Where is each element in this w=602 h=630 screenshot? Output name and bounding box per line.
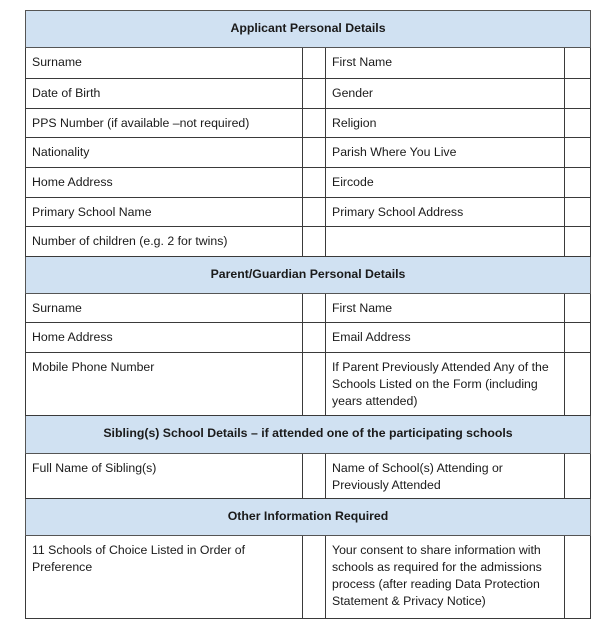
field-label-parent-surname: Surname xyxy=(26,294,303,323)
empty-label-cell xyxy=(326,227,565,257)
input-cell-date-of-birth[interactable] xyxy=(303,79,326,109)
input-cell-eircode[interactable] xyxy=(565,168,591,198)
input-cell-first-name[interactable] xyxy=(565,48,591,79)
field-label-date-of-birth: Date of Birth xyxy=(26,79,303,109)
section-header-other-information xyxy=(26,499,591,536)
field-label-number-of-children: Number of children (e.g. 2 for twins) xyxy=(26,227,303,257)
field-label-sibling-school: Name of School(s) Attending or Previously Attended xyxy=(326,454,565,499)
form-row xyxy=(26,454,591,499)
input-cell-sibling-name[interactable] xyxy=(303,454,326,499)
field-label-parent-first-name: First Name xyxy=(326,294,565,323)
field-label-home-address: Home Address xyxy=(26,168,303,198)
field-label-schools-of-choice: 11 Schools of Choice Listed in Order of Preference xyxy=(26,536,303,619)
form-row xyxy=(26,168,591,198)
section-header-parent-guardian xyxy=(26,257,591,294)
form-row xyxy=(26,79,591,109)
input-cell-pps-number[interactable] xyxy=(303,109,326,138)
input-cell-surname[interactable] xyxy=(303,48,326,79)
form-row xyxy=(26,353,591,416)
section-title: Applicant Personal Details xyxy=(26,11,591,48)
field-label-eircode: Eircode xyxy=(326,168,565,198)
field-label-mobile-phone: Mobile Phone Number xyxy=(26,353,303,416)
input-cell-mobile-phone[interactable] xyxy=(303,353,326,416)
input-cell-parent-previously-attended[interactable] xyxy=(565,353,591,416)
input-cell-number-of-children[interactable] xyxy=(303,227,326,257)
form-row xyxy=(26,198,591,227)
field-label-pps-number: PPS Number (if available –not required) xyxy=(26,109,303,138)
form-row xyxy=(26,109,591,138)
section-title: Parent/Guardian Personal Details xyxy=(26,257,591,294)
input-cell-schools-of-choice[interactable] xyxy=(303,536,326,619)
form-row xyxy=(26,138,591,168)
input-cell-primary-school-address[interactable] xyxy=(565,198,591,227)
application-form-table xyxy=(25,10,591,619)
input-cell-sibling-school[interactable] xyxy=(565,454,591,499)
input-cell-nationality[interactable] xyxy=(303,138,326,168)
field-label-nationality: Nationality xyxy=(26,138,303,168)
field-label-parent-previously-attended: If Parent Previously Attended Any of the Schools Listed on the Form (including years attended) xyxy=(326,353,565,416)
field-label-email-address: Email Address xyxy=(326,323,565,353)
field-label-parent-home-address: Home Address xyxy=(26,323,303,353)
form-row xyxy=(26,536,591,619)
field-label-first-name: First Name xyxy=(326,48,565,79)
input-cell-primary-school-name[interactable] xyxy=(303,198,326,227)
form-row xyxy=(26,323,591,353)
field-label-gender: Gender xyxy=(326,79,565,109)
field-label-religion: Religion xyxy=(326,109,565,138)
field-label-surname: Surname xyxy=(26,48,303,79)
input-cell-parent-home-address[interactable] xyxy=(303,323,326,353)
empty-input-cell[interactable] xyxy=(565,227,591,257)
field-label-consent: Your consent to share information with schools as required for the admissions process (after reading Data Protection Statement & Privacy Notice) xyxy=(326,536,565,619)
input-cell-parent-first-name[interactable] xyxy=(565,294,591,323)
input-cell-home-address[interactable] xyxy=(303,168,326,198)
input-cell-email-address[interactable] xyxy=(565,323,591,353)
input-cell-gender[interactable] xyxy=(565,79,591,109)
form-row xyxy=(26,227,591,257)
form-row xyxy=(26,294,591,323)
input-cell-religion[interactable] xyxy=(565,109,591,138)
section-title: Other Information Required xyxy=(26,499,591,536)
field-label-sibling-name: Full Name of Sibling(s) xyxy=(26,454,303,499)
field-label-parish: Parish Where You Live xyxy=(326,138,565,168)
input-cell-parent-surname[interactable] xyxy=(303,294,326,323)
form-row xyxy=(26,48,591,79)
field-label-primary-school-name: Primary School Name xyxy=(26,198,303,227)
field-label-primary-school-address: Primary School Address xyxy=(326,198,565,227)
input-cell-consent[interactable] xyxy=(565,536,591,619)
section-header-siblings xyxy=(26,416,591,454)
section-title: Sibling(s) School Details – if attended one of the participating schools xyxy=(26,416,591,454)
section-header-applicant xyxy=(26,11,591,48)
input-cell-parish[interactable] xyxy=(565,138,591,168)
